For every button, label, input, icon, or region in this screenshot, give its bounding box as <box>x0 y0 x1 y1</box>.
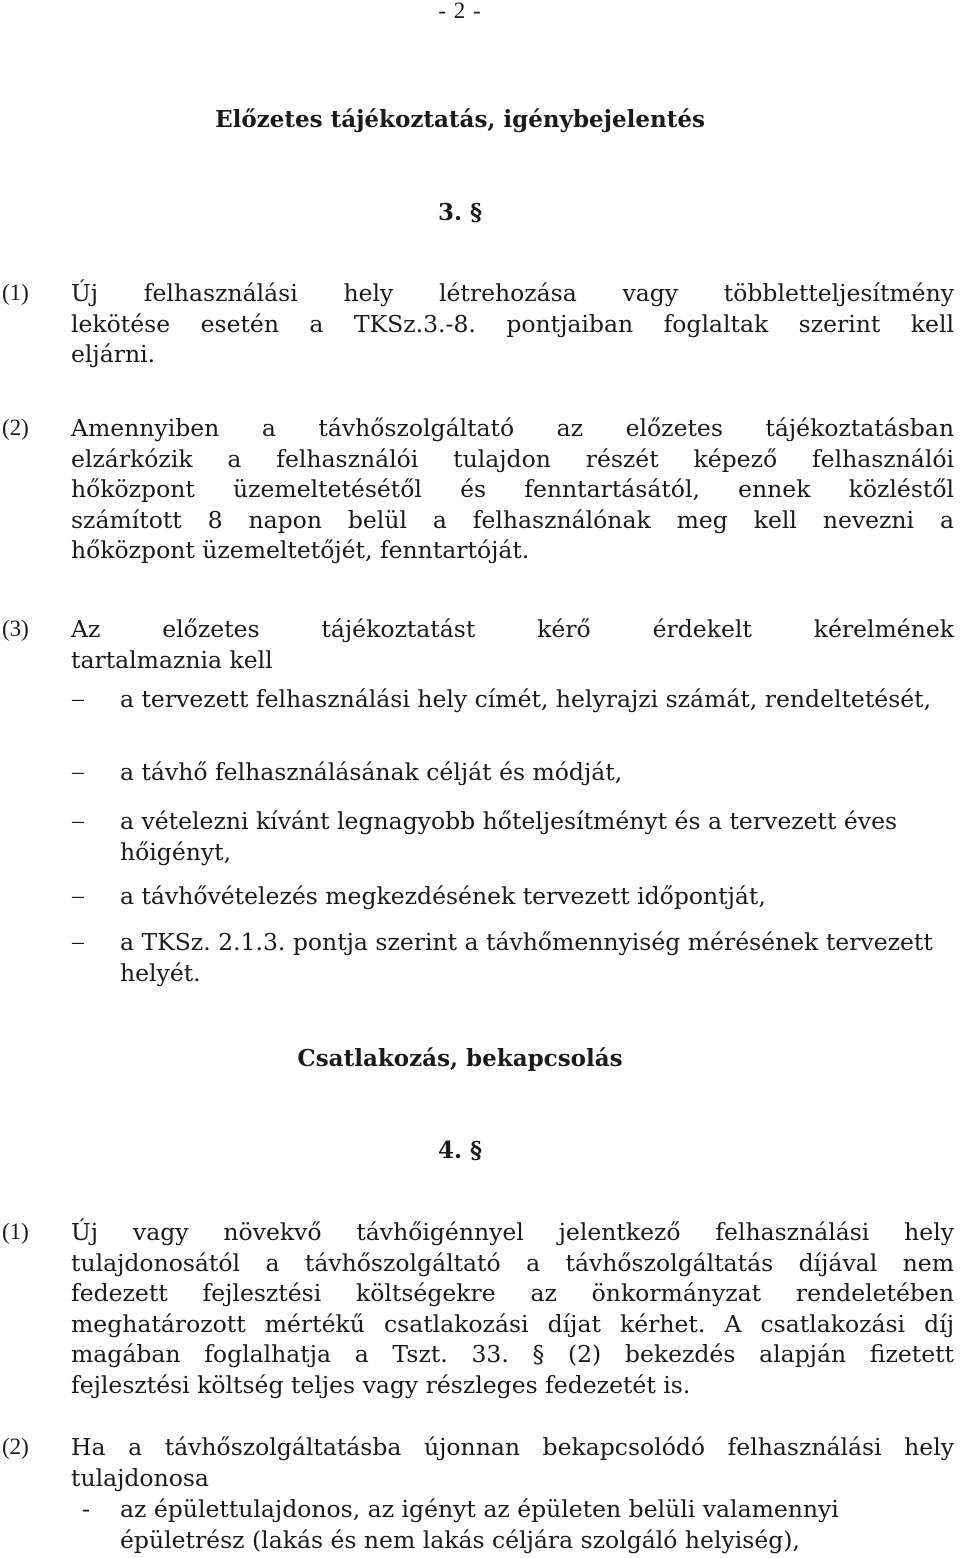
dash-bullet: – <box>72 759 84 785</box>
section-number-4: 4. § <box>437 1137 483 1164</box>
paragraph-4-1 <box>0 1217 954 1401</box>
text-line: a tervezett felhasználási hely címét, helyrajzi számát, <box>120 685 758 713</box>
text-line: meghatározott mértékű csatlakozási díjat kérhet. A csatlakozási díj <box>71 1309 954 1338</box>
text-line: a távhővételezés megkezdésének tervezett időpontját, <box>120 882 766 910</box>
text-line: a távhő felhasználásának célját és módját, <box>120 758 623 786</box>
text-line: elzárkózik a felhasználói tulajdon részét képező felhasználói <box>71 444 954 473</box>
list-item <box>0 881 954 912</box>
text-line: a TKSz. 2.1.3. pontja szerint a távhőmennyiség mérésének <box>120 928 819 956</box>
dash-bullet: – <box>72 929 84 955</box>
text-line: tulajdonosa <box>71 1463 209 1492</box>
paragraph-text <box>71 413 954 566</box>
text-line: Ha a távhőszolgáltatásba újonnan bekapcsolódó felhasználási hely <box>71 1433 954 1461</box>
list-item-text <box>120 806 954 867</box>
list-item-text <box>120 684 954 715</box>
dash-bullet: - <box>82 1496 90 1522</box>
paragraph-4-2 <box>0 1432 954 1493</box>
text-line: a vételezni kívánt legnagyobb hőteljesítményt és a tervezett <box>120 807 837 835</box>
text-line: tervezett helyét. <box>120 928 933 987</box>
list-item-text <box>120 757 954 788</box>
text-line: éves hőigényt, <box>120 807 898 866</box>
list-item <box>0 806 954 867</box>
section-heading-preliminary-info: Előzetes tájékoztatás, igénybejelentés <box>215 106 705 133</box>
paragraph-3-3 <box>0 614 954 675</box>
text-line: fejlesztési költség teljes vagy részleges fedezetét is. <box>71 1370 691 1399</box>
text-line: az épülettulajdonos, az igényt az épületen belüli valamennyi <box>120 1495 839 1523</box>
text-line: fedezett fejlesztési költségekre az önkormányzat rendeletében <box>71 1279 954 1308</box>
section-heading-connection: Csatlakozás, bekapcsolás <box>297 1045 623 1072</box>
text-line: számított 8 napon belül a felhasználónak meg kell nevezni a <box>71 505 954 534</box>
list-item <box>0 1494 954 1555</box>
text-line: Új vagy növekvő távhőigénnyel jelentkező felhasználási hely <box>71 1218 954 1246</box>
text-line: magában foglalhatja a Tszt. 33. § (2) bekezdés alapján fizetett <box>71 1340 954 1369</box>
list-item <box>0 927 954 988</box>
paragraph-3-2 <box>0 413 954 566</box>
text-line: hőközpont üzemeltetőjét, fenntartóját. <box>71 536 530 565</box>
text-line: rendeltetését, <box>764 685 932 713</box>
text-line: lekötése esetén a TKSz.3.-8. pontjaiban foglaltak szerint kell <box>71 309 954 338</box>
paragraph-text <box>71 1432 954 1493</box>
list-item-text <box>120 927 954 988</box>
text-line: Amennyiben a távhőszolgáltató az előzetes tájékoztatásban <box>71 414 954 442</box>
paragraph-number: (3) <box>2 616 29 641</box>
section-number-3: 3. § <box>437 199 483 226</box>
text-line: tartalmaznia kell <box>71 645 273 674</box>
list-item-text <box>120 881 954 912</box>
paragraph-number: (1) <box>2 280 29 305</box>
text-line: épületrész (lakás és nem lakás céljára szolgáló helyiség), <box>120 1525 800 1554</box>
list-item <box>0 684 954 715</box>
text-line: hőközpont üzemeltetésétől és fenntartásától, ennek közléstől <box>71 475 954 504</box>
paragraph-number: (2) <box>2 415 29 440</box>
text-line: tulajdonosától a távhőszolgáltató a távhőszolgáltatás díjával nem <box>71 1248 954 1277</box>
paragraph-number: (2) <box>2 1434 29 1459</box>
text-line: eljárni. <box>71 340 156 369</box>
paragraph-text <box>71 614 954 675</box>
paragraph-text <box>71 278 954 370</box>
dash-bullet: – <box>72 686 84 712</box>
page-number: - 2 - <box>438 0 482 23</box>
dash-bullet: – <box>72 808 84 834</box>
text-line: Az előzetes tájékoztatást kérő érdekelt kérelmének <box>71 615 954 643</box>
list-item-text <box>120 1494 954 1555</box>
text-line: Új felhasználási hely létrehozása vagy többletteljesítmény <box>71 279 954 307</box>
paragraph-number: (1) <box>2 1219 29 1244</box>
dash-bullet: – <box>72 883 84 909</box>
paragraph-text <box>71 1217 954 1401</box>
list-item <box>0 757 954 788</box>
paragraph-3-1 <box>0 278 954 370</box>
